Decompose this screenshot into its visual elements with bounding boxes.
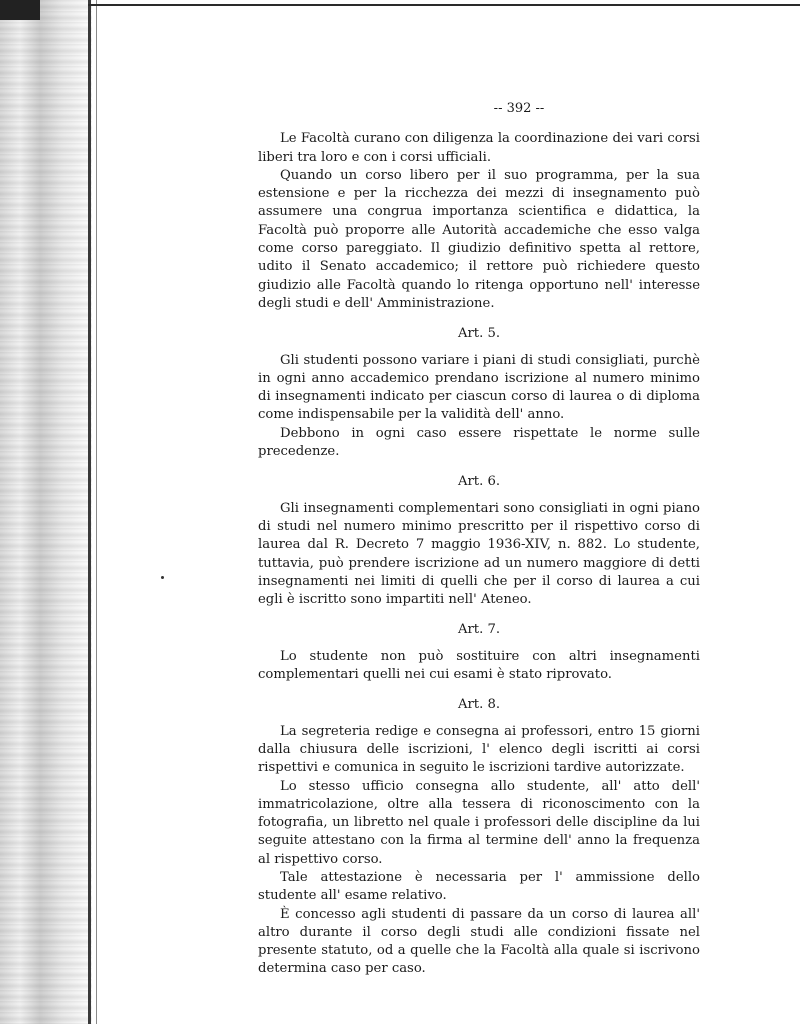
- binding-edge-line: [88, 0, 91, 1024]
- top-edge-rule: [88, 4, 800, 6]
- article-heading: Art. 5.: [457, 326, 501, 342]
- article-heading: Art. 6.: [457, 474, 501, 490]
- scan-binding-gutter: [0, 0, 92, 1024]
- scan-speck: [161, 576, 164, 579]
- article-heading: Art. 8.: [457, 697, 501, 713]
- paragraph: Gli studenti possono variare i piani di studi consigliati, purchè in ogni anno accademico prendano iscrizione al numero minimo di insegnamenti indicato per ciascun corso di laurea o di diploma come indispensabile per la validità dell' anno.: [258, 352, 700, 423]
- page-number: -- 392 --: [493, 101, 545, 116]
- paragraph: Quando un corso libero per il suo programma, per la sua estensione e per la ricchezza dei mezzi di insegnamento può assumere una congrua importanza scientifica e didattica, la Facoltà può proporre alle Autorità accademiche che esso valga come corso pareggiato. Il giudizio definitivo spetta al rettore, udito il Senato accademico; il rettore può richiedere questo giudizio alle Facoltà quando lo ritenga opportuno nell' interesse degli studi e dell' Amministrazione.: [258, 167, 700, 311]
- corner-scan-mark: [0, 0, 40, 20]
- document-page: [258, 100, 700, 979]
- binding-edge-line-thin: [96, 0, 97, 1024]
- paragraph: Gli insegnamenti complementari sono consigliati in ogni piano di studi nel numero minimo prescritto per il rispettivo corso di laurea dal R. Decreto 7 maggio 1936-XIV, n. 882. Lo studente, tuttavia, può prendere iscrizione ad un numero maggiore di detti insegnamenti nei limiti di quelli che per il corso di laurea a cui egli è iscritto sono impartiti nell' Ateneo.: [258, 500, 700, 608]
- paragraph: Lo studente non può sostituire con altri insegnamenti complementari quelli nei cui esami è stato riprovato.: [258, 648, 700, 683]
- paragraph: È concesso agli studenti di passare da un corso di laurea all' altro durante il corso degli studi alle condizioni fissate nel presente statuto, od a quelle che la Facoltà alla quale si iscrivono determina caso per caso.: [258, 906, 700, 977]
- paragraph: Debbono in ogni caso essere rispettate le norme sulle precedenze.: [258, 425, 700, 460]
- paragraph: Lo stesso ufficio consegna allo studente, all' atto dell' immatricolazione, oltre alla tessera di riconoscimento con la fotografia, un libretto nel quale i professori delle discipline da lui seguite attestano con la firma al termine dell' anno la frequenza al rispettivo corso.: [258, 778, 700, 867]
- paragraph: La segreteria redige e consegna ai professori, entro 15 giorni dalla chiusura delle iscrizioni, l' elenco degli iscritti ai corsi rispettivi e comunica in seguito le iscrizioni tardive autorizzate.: [258, 723, 700, 776]
- paragraph: Le Facoltà curano con diligenza la coordinazione dei vari corsi liberi tra loro e con i corsi ufficiali.: [258, 131, 700, 165]
- paragraph: Tale attestazione è necessaria per l' ammissione dello studente all' esame relativo.: [258, 869, 700, 904]
- article-heading: Art. 7.: [457, 622, 501, 638]
